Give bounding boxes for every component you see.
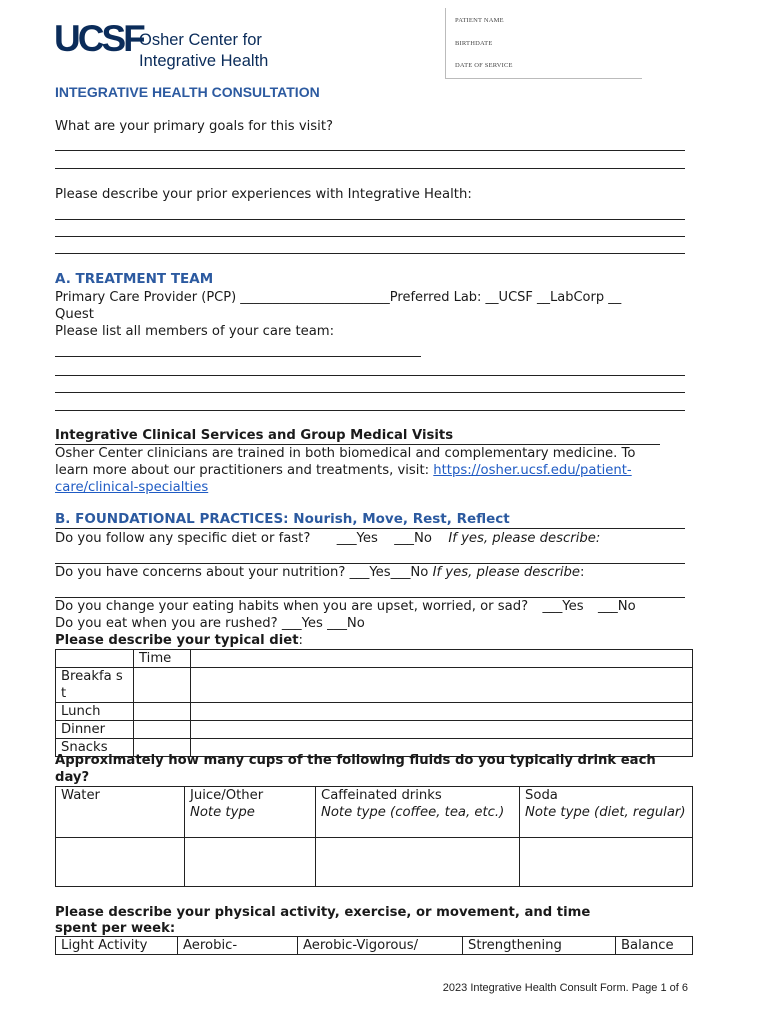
page-title: INTEGRATIVE HEALTH CONSULTATION xyxy=(55,84,320,100)
strengthening-header: Strengthening xyxy=(463,937,616,955)
answer-line[interactable] xyxy=(55,410,685,411)
section-b-heading: B. FOUNDATIONAL PRACTICES: Nourish, Move, Rest, Reflect xyxy=(55,511,510,527)
juice-header xyxy=(185,787,316,838)
balance-header: Balance xyxy=(616,937,693,955)
upset-question-text: Do you change your eating habits when you are upset, worried, or sad? xyxy=(55,599,529,614)
meal-description-cell[interactable] xyxy=(191,703,693,721)
rushed-no-option[interactable]: ___No xyxy=(327,616,365,631)
caffeinated-label: Caffeinated drinks xyxy=(321,788,442,803)
meal-description-cell[interactable] xyxy=(191,668,693,703)
answer-line[interactable] xyxy=(55,375,685,376)
fluids-prompt-line2: day? xyxy=(55,770,90,785)
water-header: Water xyxy=(56,787,185,838)
meal-label: Dinner xyxy=(56,721,134,739)
upset-yes-option[interactable]: ___Yes xyxy=(542,599,584,614)
breakfast-label: Breakfa st xyxy=(61,669,123,701)
answer-line[interactable] xyxy=(55,150,685,151)
juice-cups-cell[interactable] xyxy=(185,838,316,887)
aerobic-header: Aerobic- xyxy=(178,937,298,955)
ucsf-logo: UCSF xyxy=(54,18,143,59)
meal-label xyxy=(56,668,134,703)
clinical-services-heading: Integrative Clinical Services and Group Medical Visits xyxy=(55,428,454,443)
caffeinated-note: Note type (coffee, tea, etc.) xyxy=(321,805,505,820)
date-of-service-label: DATE OF SERVICE xyxy=(455,62,513,69)
nutrition-yes-option[interactable]: ___Yes xyxy=(349,565,391,580)
upset-question xyxy=(55,598,636,615)
diet-table-corner xyxy=(56,650,134,668)
rushed-question-text: Do you eat when you are rushed? xyxy=(55,616,278,631)
diet-table-blank[interactable] xyxy=(191,650,693,668)
nutrition-question-text: Do you have concerns about your nutrition? xyxy=(55,565,346,580)
soda-header xyxy=(520,787,693,838)
care-team-question: Please list all members of your care team: xyxy=(55,324,335,339)
caffeinated-cups-cell[interactable] xyxy=(316,838,520,887)
pcp-line[interactable]: Primary Care Provider (PCP) _______________________Preferred Lab: __UCSF __LabCorp __ xyxy=(55,290,622,305)
meal-label: Snacks xyxy=(56,739,134,757)
diet-question-text: Do you follow any specific diet or fast? xyxy=(55,531,311,546)
answer-line[interactable] xyxy=(55,219,685,220)
fluids-table xyxy=(55,786,693,887)
patient-info-box xyxy=(445,8,642,79)
juice-note: Note type xyxy=(190,805,255,820)
answer-line[interactable] xyxy=(55,356,421,357)
juice-label: Juice/Other xyxy=(190,788,264,803)
heading-underline xyxy=(55,528,685,529)
diet-describe-prompt: If yes, please describe: xyxy=(448,531,601,546)
answer-line[interactable] xyxy=(55,236,685,237)
typical-diet-prompt xyxy=(55,632,303,649)
osher-link[interactable]: https://osher.ucsf.edu/patient- xyxy=(433,463,632,478)
caffeinated-header xyxy=(316,787,520,838)
time-cell[interactable] xyxy=(134,721,191,739)
logo-line-1: Osher Center for xyxy=(139,31,262,49)
nutrition-describe-prompt: If yes, please describe xyxy=(432,565,581,580)
prior-experience-question: Please describe your prior experiences with Integrative Health: xyxy=(55,187,472,202)
diet-yes-option[interactable]: ___Yes xyxy=(336,531,378,546)
activity-table xyxy=(55,936,693,955)
birthdate-label: BIRTHDATE xyxy=(455,40,493,47)
meal-label: Lunch xyxy=(56,703,134,721)
goals-question: What are your primary goals for this visit? xyxy=(55,119,334,134)
patient-name-label: PATIENT NAME xyxy=(455,17,504,24)
quest-option[interactable]: Quest xyxy=(55,307,94,322)
diet-no-option[interactable]: ___No xyxy=(394,531,432,546)
osher-link-continued[interactable]: care/clinical-specialties xyxy=(55,480,209,495)
water-cups-cell[interactable] xyxy=(56,838,185,887)
typical-diet-text: Please describe your typical diet xyxy=(55,633,299,648)
answer-line[interactable] xyxy=(55,253,685,254)
light-activity-header: Light Activity xyxy=(56,937,178,955)
logo-text xyxy=(139,30,268,72)
diet-question xyxy=(55,530,600,547)
nutrition-no-option[interactable]: ___No xyxy=(390,565,429,580)
colon: : xyxy=(298,633,303,648)
activity-prompt-line2: spent per week: xyxy=(55,921,176,936)
meal-description-cell[interactable] xyxy=(191,721,693,739)
time-header: Time xyxy=(134,650,191,668)
soda-label: Soda xyxy=(525,788,558,803)
answer-line[interactable] xyxy=(55,392,685,393)
colon: : xyxy=(580,565,585,580)
soda-cups-cell[interactable] xyxy=(520,838,693,887)
clinical-text-prefix: learn more about our practitioners and treatments, visit: xyxy=(55,463,434,478)
activity-prompt-line1: Please describe your physical activity, exercise, or movement, and time xyxy=(55,905,591,920)
clinical-text-line2 xyxy=(55,462,632,479)
fluids-prompt-line1: Approximately how many cups of the following fluids do you typically drink each xyxy=(55,753,656,768)
aerobic-vigorous-header: Aerobic-Vigorous/ xyxy=(298,937,463,955)
nutrition-question xyxy=(55,564,585,581)
page-footer: 2023 Integrative Health Consult Form. Page 1 of 6 xyxy=(442,982,688,994)
time-cell[interactable] xyxy=(134,703,191,721)
diet-table xyxy=(55,649,693,757)
soda-note: Note type (diet, regular) xyxy=(525,805,686,820)
time-cell[interactable] xyxy=(134,668,191,703)
rushed-question xyxy=(55,615,365,632)
clinical-text-line1: Osher Center clinicians are trained in both biomedical and complementary medicine. To xyxy=(55,446,636,461)
answer-line[interactable] xyxy=(55,168,685,169)
upset-no-option[interactable]: ___No xyxy=(597,599,636,614)
section-a-heading: A. TREATMENT TEAM xyxy=(55,271,214,287)
logo-line-2: Integrative Health xyxy=(139,52,269,70)
rushed-yes-option[interactable]: ___Yes xyxy=(281,616,323,631)
